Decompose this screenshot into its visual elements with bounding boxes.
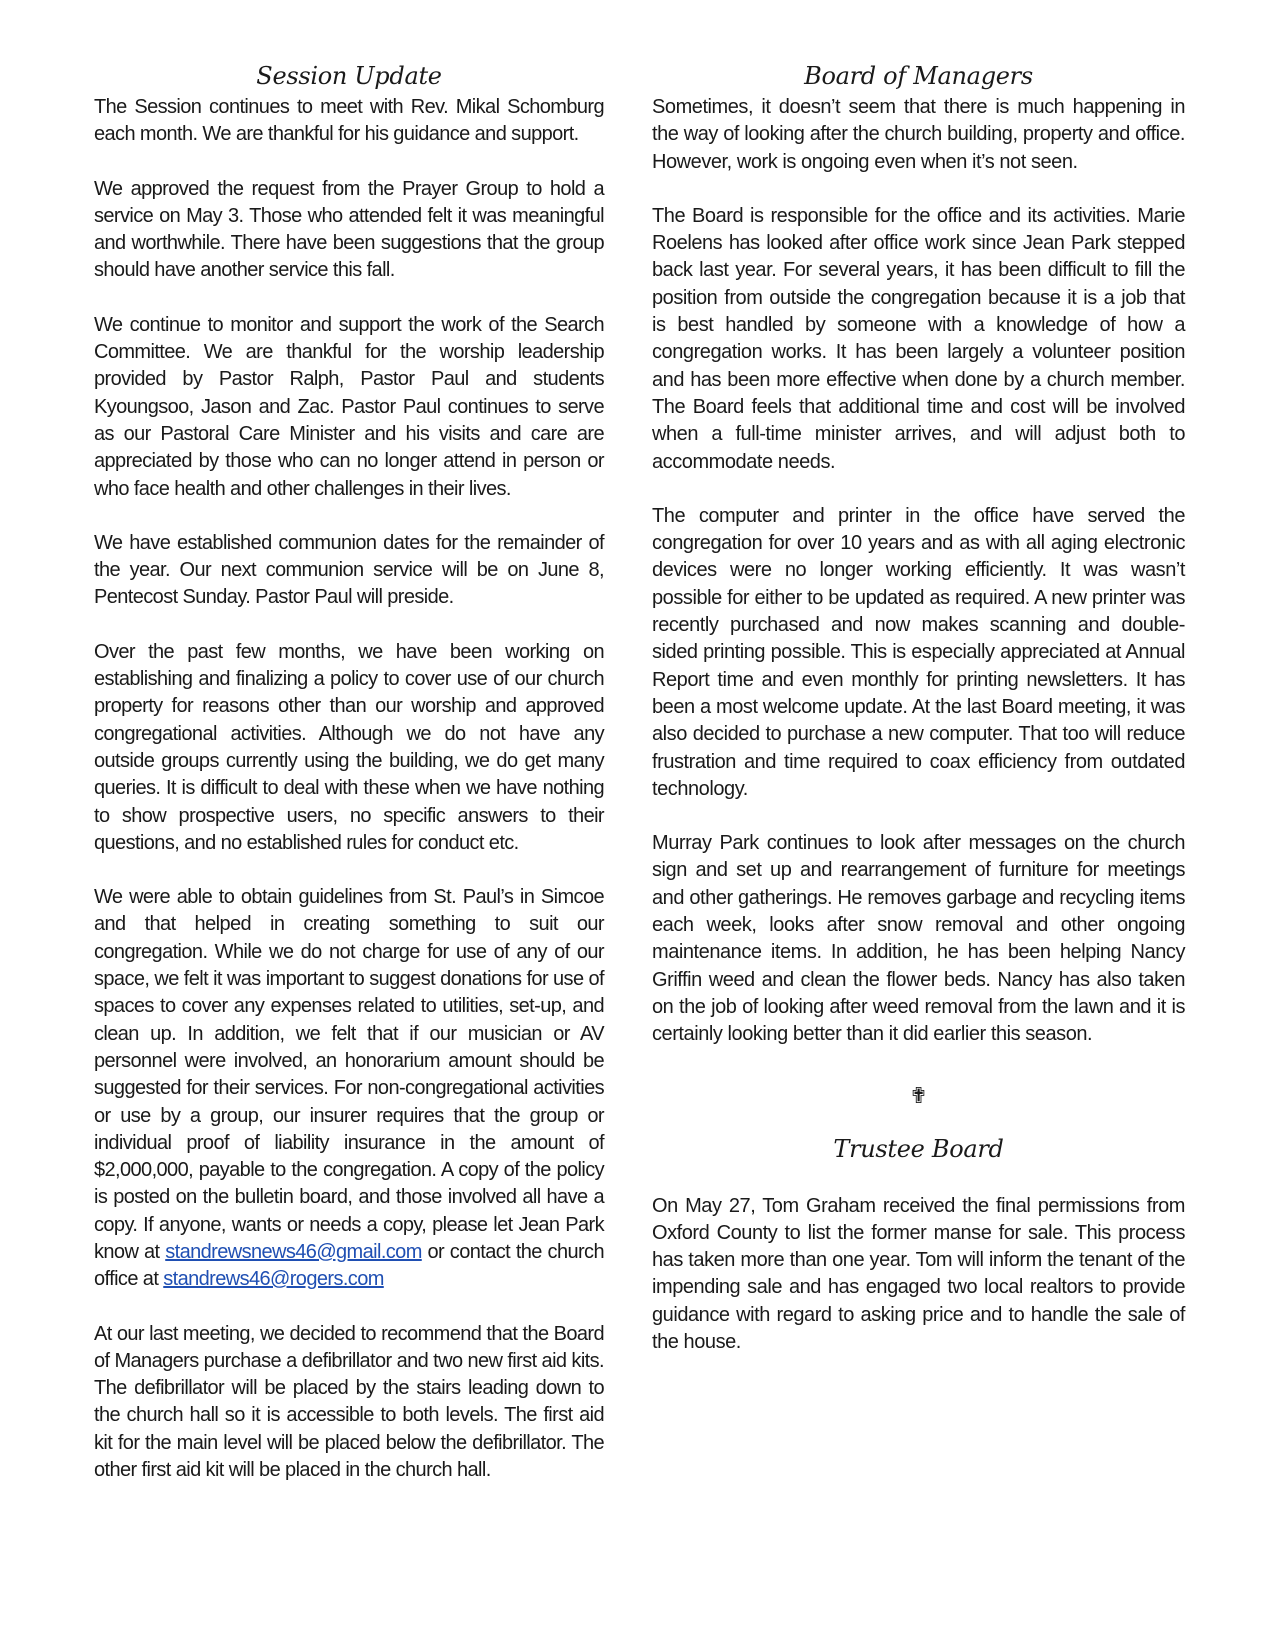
session-update-section (94, 60, 604, 1511)
board-paragraph-2: The Board is responsible for the office and its activities. Marie Roelens has looked after office work since Jean Park stepped back last year. For several years, it has been difficult to fill the position from outside the congregation because it is a job that is best handled by someone with a knowledge of how a congregation works. It has been largely a volunteer position and has been more effective when done by a church member. The Board feels that additional time and cost will be involved when a full-time minister arrives, and will adjust both to accommodate needs. (652, 204, 1185, 473)
board-paragraph-4: Murray Park continues to look after messages on the church sign and set up and rearrangement of furniture for meetings and other gatherings. He removes garbage and recycling items each week, looks after snow removal and other ongoing maintenance items. In addition, he has been helping Nancy Griffin weed and clean the flower beds. Nancy has also taken on the job of looking after weed removal from the lawn and it is certainly looking better than it did earlier this season. (652, 832, 1185, 1046)
newsletter-email-link[interactable]: standrewsnews46@gmail.com (165, 1240, 422, 1263)
church-office-email-link[interactable]: standrews46@rogers.com (163, 1268, 384, 1291)
right-column (652, 60, 1185, 1383)
cross-icon: ✟ (909, 1083, 928, 1109)
trustee-paragraph-1: On May 27, Tom Graham received the final permissions from Oxford County to list the former manse for sale. This process has taken more than one year. Tom will inform the tenant of the impending sale and has engaged two local realtors to provide guidance with regard to asking price and to handle the sale of the house. (652, 1194, 1185, 1353)
trustee-board-heading: Trustee Board (833, 1134, 1004, 1163)
trustee-board-section (652, 1133, 1185, 1357)
board-paragraph-3: The computer and printer in the office have served the congregation for over 10 years and as with all aging electronic devices were no longer working efficiently. It was wasn’t possible for either to be updated as required. A new printer was recently purchased and now makes scanning and double-sided printing possible. This is especially appreciated at Annual Report time and even monthly for printing newsletters. It has been a most welcome update. At the last Board meeting, it was also decided to purchase a new computer. That too will reduce frustration and time required to coax efficiency from outdated technology. (652, 504, 1185, 800)
board-of-managers-section (652, 60, 1185, 1049)
session-update-paragraph-7: At our last meeting, we decided to recommend that the Board of Managers purchase a defibrillator and two new first aid kits. The defibrillator will be placed by the stairs leading down to the church hall so it is accessible to both levels. The first aid kit for the main level will be placed below the defibrillator. The other first aid kit will be placed in the church hall. (94, 1322, 604, 1482)
session-update-paragraph-3: We continue to monitor and support the work of the Search Committee. We are thankful for the worship leadership provided by Pastor Ralph, Pastor Paul and students Kyoungsoo, Jason and Zac. Pastor Paul continues to serve as our Pastoral Care Minister and his visits and care are appreciated by those who can no longer attend in person or who face health and other challenges in their lives. (94, 313, 604, 500)
policy-text-mid: or contact the church office at (94, 1240, 604, 1291)
session-update-heading: Session Update (256, 62, 442, 90)
session-update-paragraph-1: The Session continues to meet with Rev. Mikal Schomburg each month. We are thankful for his guidance and support. (94, 96, 604, 146)
policy-text: We were able to obtain guidelines from St. Paul’s in Simcoe and that helped in creating something to suit our congregation. While we do not charge for use of any of our space, we felt it was important to suggest donations for use of spaces to cover any expenses related to utilities, set-up, and clean up. In addition, we felt that if our musician or AV personnel were involved, an honorarium amount should be suggested for their services. For non-congregational activities or use by a group, our insurer requires that the group or individual proof of liability insurance in the amount of $2,000,000, payable to the congregation. A copy of the policy is posted on the bulletin board, and those involved all have a copy. If anyone, wants or needs a copy, please let Jean Park know at (94, 886, 604, 1263)
session-update-paragraph-5: Over the past few months, we have been working on establishing and finalizing a policy to cover use of our church property for reasons other than our worship and approved congregational activities. Although we do not have any outside groups currently using the building, we do get many queries. It is difficult to deal with these when we have nothing to show prospective users, no specific answers to their questions, and no established rules for conduct etc. (94, 640, 604, 854)
session-update-paragraph-2: We approved the request from the Prayer Group to hold a service on May 3. Those who attended felt it was meaningful and worthwhile. There have been suggestions that the group should have another service this fall. (94, 177, 604, 282)
session-update-paragraph-4: We have established communion dates for the remainder of the year. Our next communion service will be on June 8, Pentecost Sunday. Pastor Paul will preside. (94, 531, 604, 609)
board-of-managers-heading: Board of Managers (804, 62, 1033, 90)
session-update-paragraph-6 (94, 884, 604, 1293)
board-paragraph-1: Sometimes, it doesn’t seem that there is much happening in the way of looking after the church building, property and office. However, work is ongoing even when it’s not seen. (652, 96, 1185, 173)
